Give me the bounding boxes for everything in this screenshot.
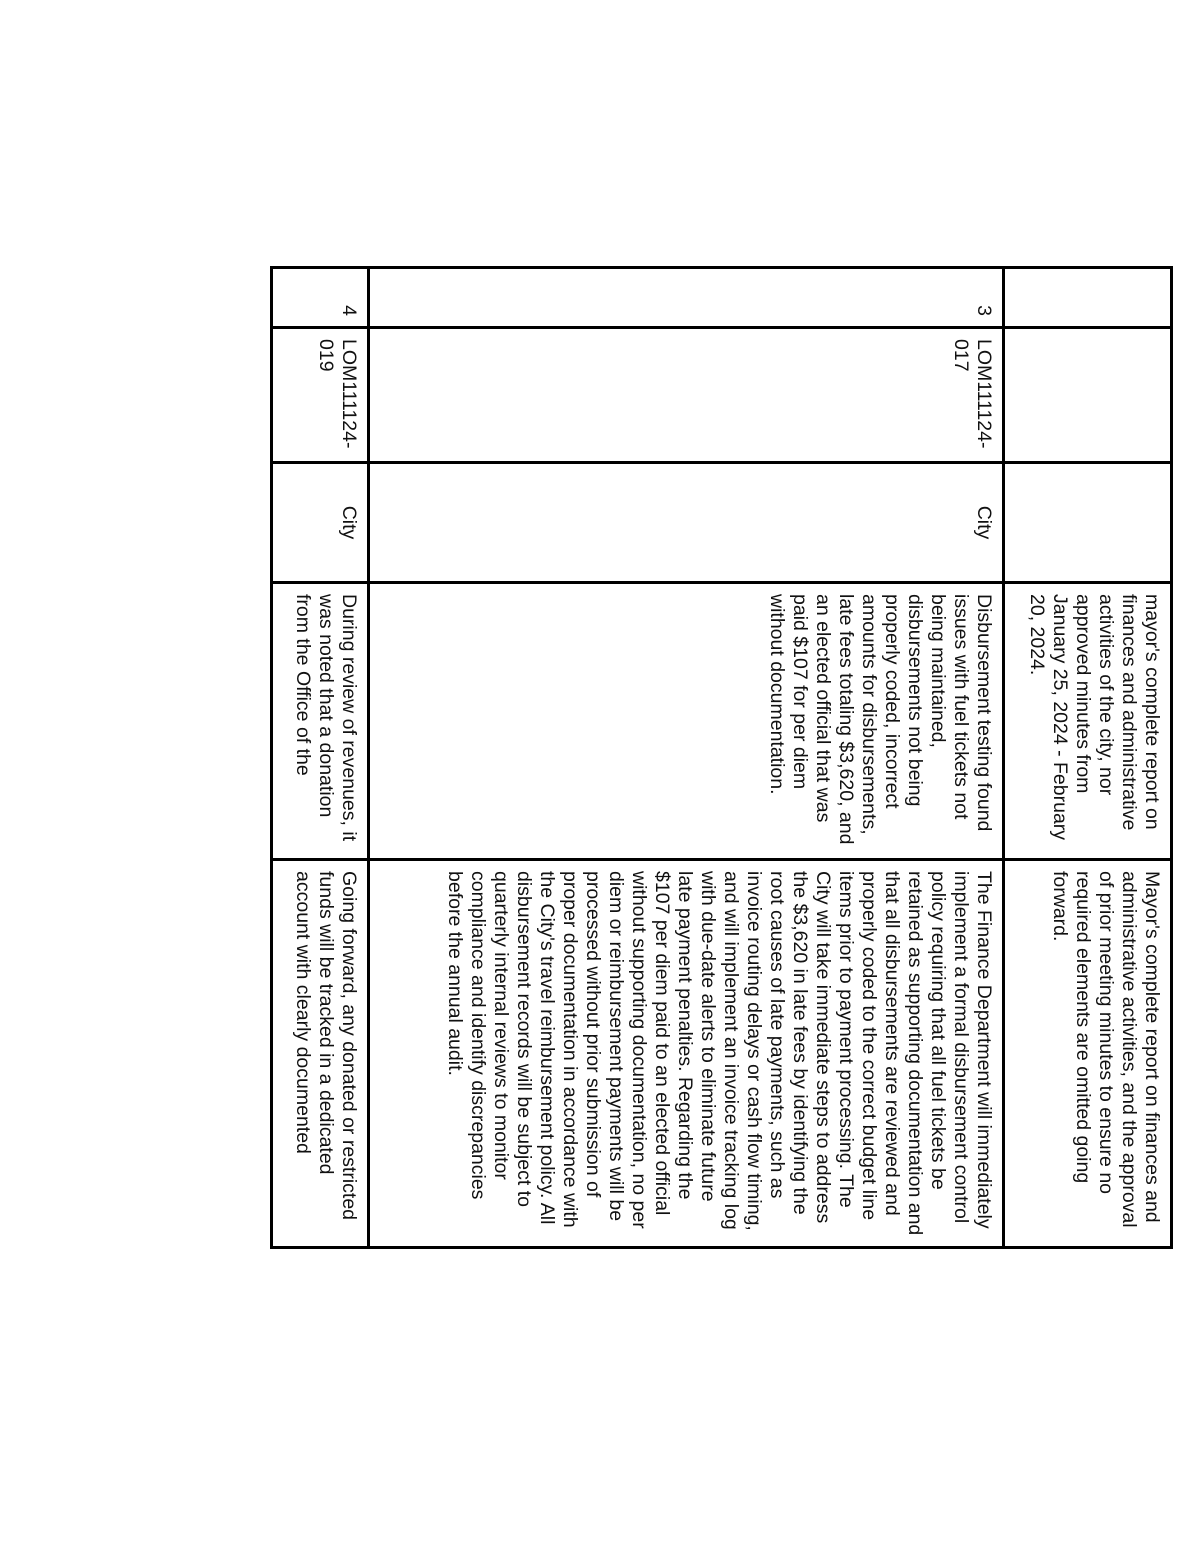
finding-number-cell [1004,268,1172,328]
rotated-page-content [273,266,1173,1246]
finding-description-cell: During review of revenues, it was noted that a donation from the Office of the [272,583,369,860]
entity-cell: City [369,463,1004,583]
table-row [1004,268,1172,1248]
table-row [369,268,1004,1248]
finding-description-cell: mayor's complete report on finances and administrative activities of the city, nor approved minutes from January 25, 2024 - February 20, 2024. [1004,583,1172,860]
reference-number-cell: LOM111124-019 [272,328,369,463]
table-row [272,268,369,1248]
finding-number-cell: 4 [272,268,369,328]
finding-description-cell: Disbursement testing found issues with fuel tickets not being maintained, disbursements not being properly coded, incorrect amounts for disbursements, late fees totaling $3,620, and an elected official that was paid $107 for per diem without documentation. [369,583,1004,860]
corrective-action-cell: The Finance Department will immediately implement a formal disbursement control policy requiring that all fuel tickets be retained as supporting documentation and that all disbursements are reviewed and properly coded to the correct budget line items prior to payment processing. The City will take immediate steps to address the $3,620 in late fees by identifying the root causes of late payments, such as invoice routing delays or cash flow timing, and will implement an invoice tracking log with due-date alerts to eliminate future late payment penalties. Regarding the $107 per diem paid to an elected official without supporting documentation, no per diem or reimbursement payments will be processed without prior submission of proper documentation in accordance with the City's travel reimbursement policy. All disbursement records will be subject to quarterly internal reviews to monitor compliance and identify discrepancies before the annual audit. [369,860,1004,1248]
finding-number-cell: 3 [369,268,1004,328]
findings-table [270,266,1173,1249]
reference-number-cell [1004,328,1172,463]
corrective-action-cell: Mayor's complete report on finances and administrative activities, and the approval of prior meeting minutes to ensure no required elements are omitted going forward. [1004,860,1172,1248]
corrective-action-cell: Going forward, any donated or restricted funds will be tracked in a dedicated account with clearly documented [272,860,369,1248]
reference-number-cell: LOM111124-017 [369,328,1004,463]
entity-cell [1004,463,1172,583]
entity-cell: City [272,463,369,583]
